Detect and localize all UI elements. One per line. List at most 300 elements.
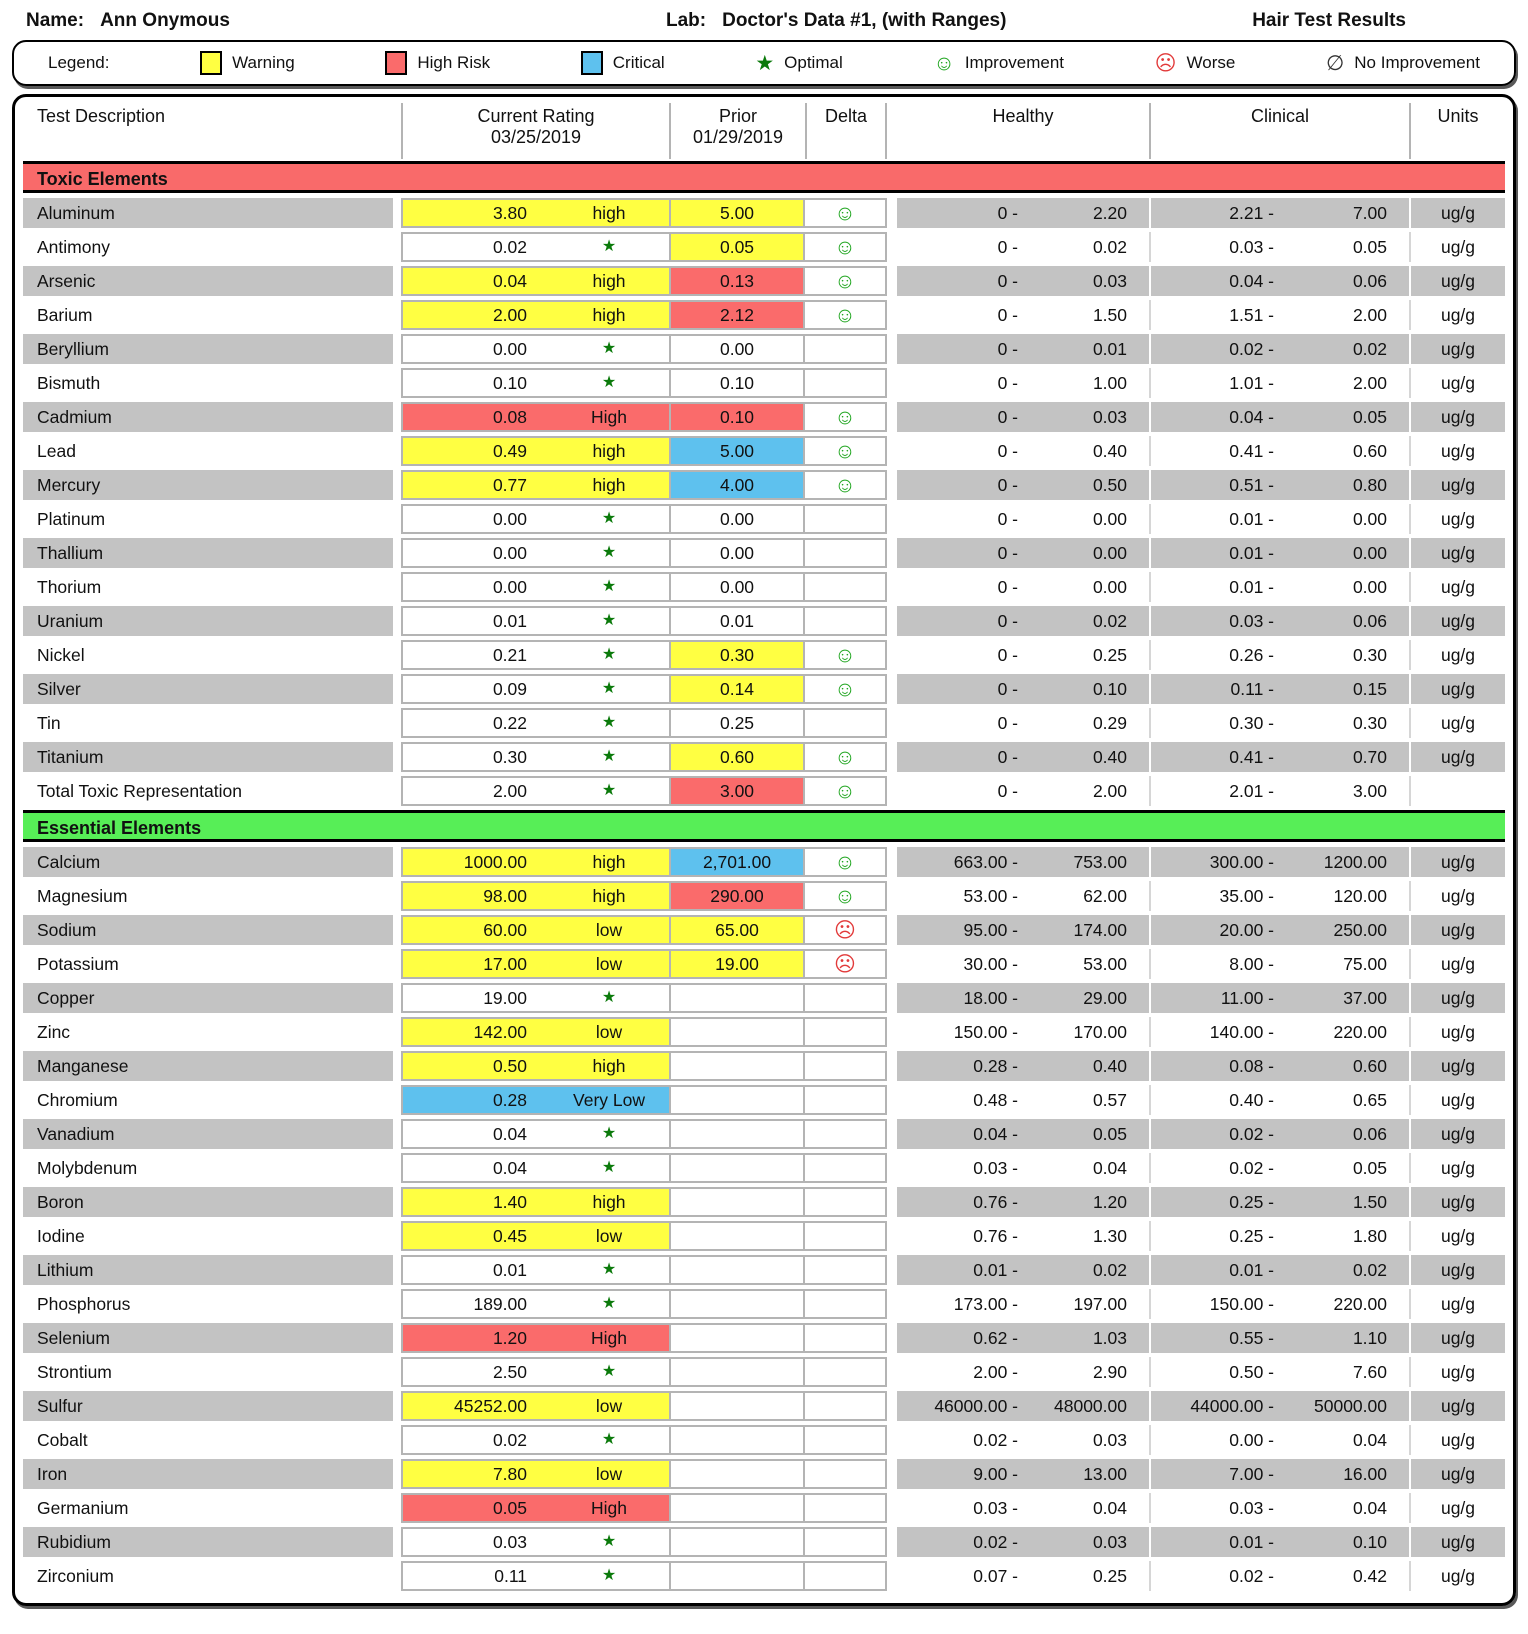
current-flag-cell	[549, 1425, 669, 1455]
healthy-high-cell: 13.00	[1023, 1459, 1149, 1489]
healthy-high-cell: 48000.00	[1023, 1391, 1149, 1421]
optimal-star-icon: ★	[601, 646, 617, 663]
healthy-low-cell: 0 -	[897, 198, 1023, 228]
clinical-low-cell: 0.02 -	[1149, 1153, 1279, 1183]
current-flag-cell: high	[549, 470, 669, 500]
delta-cell	[805, 915, 887, 945]
current-flag-cell	[549, 742, 669, 772]
current-value-cell: 2.00	[401, 776, 549, 806]
test-name-cell: Manganese	[23, 1051, 393, 1081]
clinical-high-cell: 0.60	[1279, 1051, 1409, 1081]
units-cell: ug/g	[1409, 1119, 1505, 1149]
current-value-cell: 0.11	[401, 1561, 549, 1591]
row-gap	[393, 1459, 401, 1489]
units-cell: ug/g	[1409, 1323, 1505, 1353]
prior-value-cell: 0.25	[669, 708, 805, 738]
current-flag-cell: low	[549, 1017, 669, 1047]
delta-cell	[805, 470, 887, 500]
current-value-cell: 2.00	[401, 300, 549, 330]
healthy-high-cell: 0.40	[1023, 1051, 1149, 1081]
row-gap	[887, 1221, 897, 1251]
clinical-low-cell: 0.02 -	[1149, 1119, 1279, 1149]
improvement-smiley-icon: ☺	[834, 473, 856, 497]
table-row	[23, 504, 1505, 534]
healthy-high-cell: 1.03	[1023, 1323, 1149, 1353]
table-row	[23, 1085, 1505, 1115]
test-name-cell: Barium	[23, 300, 393, 330]
current-flag-cell: low	[549, 1391, 669, 1421]
test-name-cell: Mercury	[23, 470, 393, 500]
current-value-cell: 0.77	[401, 470, 549, 500]
current-value-cell: 0.00	[401, 504, 549, 534]
table-row	[23, 538, 1505, 568]
optimal-star-icon: ★	[601, 578, 617, 595]
row-gap	[887, 1051, 897, 1081]
clinical-high-cell: 0.06	[1279, 266, 1409, 296]
healthy-low-cell: 0 -	[897, 538, 1023, 568]
row-gap	[393, 1085, 401, 1115]
row-gap	[887, 847, 897, 877]
row-gap	[887, 198, 897, 228]
units-cell: ug/g	[1409, 1425, 1505, 1455]
prior-value-cell	[669, 1153, 805, 1183]
legend-item-label: Critical	[612, 53, 665, 72]
healthy-high-cell: 1.20	[1023, 1187, 1149, 1217]
clinical-low-cell: 35.00 -	[1149, 881, 1279, 911]
delta-cell	[805, 1391, 887, 1421]
optimal-icon: ★	[755, 51, 775, 75]
section-header: Toxic Elements	[23, 161, 1505, 193]
test-name-cell: Sulfur	[23, 1391, 393, 1421]
current-value-cell: 0.01	[401, 1255, 549, 1285]
delta-cell	[805, 198, 887, 228]
row-gap	[393, 300, 401, 330]
healthy-high-cell: 0.00	[1023, 538, 1149, 568]
clinical-high-cell: 1.10	[1279, 1323, 1409, 1353]
prior-value-cell: 0.13	[669, 266, 805, 296]
healthy-low-cell: 0 -	[897, 334, 1023, 364]
clinical-low-cell: 0.30 -	[1149, 708, 1279, 738]
prior-value-cell	[669, 1391, 805, 1421]
healthy-low-cell: 0.03 -	[897, 1493, 1023, 1523]
test-name-cell: Potassium	[23, 949, 393, 979]
clinical-low-cell: 0.01 -	[1149, 1527, 1279, 1557]
legend-item-label: Improvement	[964, 53, 1065, 72]
worse-frown-icon: ☹	[834, 918, 856, 942]
test-name-cell: Lead	[23, 436, 393, 466]
current-value-cell: 0.01	[401, 606, 549, 636]
units-cell: ug/g	[1409, 881, 1505, 911]
healthy-high-cell: 0.04	[1023, 1153, 1149, 1183]
delta-cell	[805, 1561, 887, 1591]
current-flag-cell	[549, 1255, 669, 1285]
table-body	[23, 161, 1505, 1591]
clinical-low-cell: 300.00 -	[1149, 847, 1279, 877]
prior-value-cell: 5.00	[669, 436, 805, 466]
units-cell: ug/g	[1409, 334, 1505, 364]
clinical-low-cell: 0.03 -	[1149, 1493, 1279, 1523]
prior-value-cell: 2,701.00	[669, 847, 805, 877]
legend-item-warning	[200, 51, 295, 75]
col-clinical	[1149, 103, 1409, 159]
clinical-high-cell: 250.00	[1279, 915, 1409, 945]
table-row	[23, 300, 1505, 330]
improvement-smiley-icon: ☺	[834, 303, 856, 327]
units-cell: ug/g	[1409, 708, 1505, 738]
clinical-low-cell: 150.00 -	[1149, 1289, 1279, 1319]
prior-value-cell	[669, 1323, 805, 1353]
legend-item-improvement	[933, 53, 1064, 74]
units-cell: ug/g	[1409, 1221, 1505, 1251]
prior-value-cell: 0.00	[669, 538, 805, 568]
clinical-high-cell: 0.05	[1279, 1153, 1409, 1183]
row-gap	[887, 334, 897, 364]
current-value-cell: 98.00	[401, 881, 549, 911]
optimal-star-icon: ★	[601, 1567, 617, 1584]
current-flag-cell: Very Low	[549, 1085, 669, 1115]
current-value-cell: 0.08	[401, 402, 549, 432]
row-gap	[887, 915, 897, 945]
delta-cell	[805, 776, 887, 806]
lab-label: Lab:	[666, 10, 707, 31]
row-gap	[393, 915, 401, 945]
current-value-cell: 0.09	[401, 674, 549, 704]
prior-value-cell	[669, 1187, 805, 1217]
page-title: Hair Test Results	[1252, 10, 1406, 31]
table-row	[23, 1323, 1505, 1353]
current-value-cell: 0.03	[401, 1527, 549, 1557]
healthy-high-cell: 0.03	[1023, 402, 1149, 432]
test-name-cell: Silver	[23, 674, 393, 704]
row-gap	[887, 742, 897, 772]
delta-cell	[805, 1357, 887, 1387]
current-value-cell: 0.02	[401, 232, 549, 262]
current-value-cell: 0.00	[401, 334, 549, 364]
healthy-high-cell: 0.50	[1023, 470, 1149, 500]
test-name-cell: Titanium	[23, 742, 393, 772]
current-value-cell: 17.00	[401, 949, 549, 979]
legend-swatch-warning-icon	[200, 51, 222, 75]
healthy-high-cell: 0.05	[1023, 1119, 1149, 1149]
row-gap	[887, 1323, 897, 1353]
current-flag-cell: High	[549, 1323, 669, 1353]
delta-cell	[805, 847, 887, 877]
clinical-high-cell: 1.80	[1279, 1221, 1409, 1251]
prior-value-cell: 0.60	[669, 742, 805, 772]
delta-cell	[805, 1425, 887, 1455]
current-flag-cell: high	[549, 300, 669, 330]
prior-value-cell: 0.10	[669, 368, 805, 398]
row-gap	[887, 1289, 897, 1319]
improvement-icon: ☺	[933, 51, 955, 75]
table-row	[23, 368, 1505, 398]
table-row	[23, 1153, 1505, 1183]
clinical-high-cell: 220.00	[1279, 1017, 1409, 1047]
table-row	[23, 742, 1505, 772]
row-gap	[887, 402, 897, 432]
table-header	[23, 103, 1505, 159]
table-row	[23, 949, 1505, 979]
healthy-high-cell: 1.50	[1023, 300, 1149, 330]
row-gap	[887, 1017, 897, 1047]
delta-cell	[805, 1153, 887, 1183]
current-value-cell: 0.21	[401, 640, 549, 670]
healthy-high-cell: 62.00	[1023, 881, 1149, 911]
clinical-low-cell: 0.04 -	[1149, 266, 1279, 296]
table-row	[23, 1425, 1505, 1455]
delta-cell	[805, 640, 887, 670]
clinical-low-cell: 0.04 -	[1149, 402, 1279, 432]
prior-value-cell: 19.00	[669, 949, 805, 979]
prior-value-cell: 3.00	[669, 776, 805, 806]
healthy-low-cell: 0 -	[897, 776, 1023, 806]
units-cell: ug/g	[1409, 1561, 1505, 1591]
clinical-high-cell: 0.06	[1279, 1119, 1409, 1149]
healthy-low-cell: 0 -	[897, 300, 1023, 330]
units-cell: ug/g	[1409, 368, 1505, 398]
row-gap	[887, 1561, 897, 1591]
current-value-cell: 0.28	[401, 1085, 549, 1115]
row-gap	[393, 1323, 401, 1353]
healthy-low-cell: 0.04 -	[897, 1119, 1023, 1149]
healthy-low-cell: 95.00 -	[897, 915, 1023, 945]
clinical-high-cell: 16.00	[1279, 1459, 1409, 1489]
healthy-low-cell: 0.48 -	[897, 1085, 1023, 1115]
improvement-smiley-icon: ☺	[834, 850, 856, 874]
optimal-star-icon: ★	[601, 1159, 617, 1176]
units-cell: ug/g	[1409, 1493, 1505, 1523]
table-row	[23, 1527, 1505, 1557]
clinical-low-cell: 0.11 -	[1149, 674, 1279, 704]
healthy-high-cell: 753.00	[1023, 847, 1149, 877]
test-name-cell: Sodium	[23, 915, 393, 945]
row-gap	[393, 436, 401, 466]
clinical-high-cell: 0.10	[1279, 1527, 1409, 1557]
healthy-high-cell: 0.40	[1023, 436, 1149, 466]
improvement-smiley-icon: ☺	[834, 405, 856, 429]
prior-value-cell: 5.00	[669, 198, 805, 228]
clinical-high-cell: 0.05	[1279, 402, 1409, 432]
row-gap	[393, 368, 401, 398]
current-value-cell: 0.05	[401, 1493, 549, 1523]
prior-value-cell	[669, 1459, 805, 1489]
table-row	[23, 606, 1505, 636]
prior-value-cell: 0.00	[669, 504, 805, 534]
test-name-cell: Vanadium	[23, 1119, 393, 1149]
delta-cell	[805, 1017, 887, 1047]
current-value-cell: 0.02	[401, 1425, 549, 1455]
current-flag-cell	[549, 674, 669, 704]
col-units-label: Units	[1437, 106, 1479, 126]
healthy-low-cell: 0 -	[897, 504, 1023, 534]
table-row	[23, 1187, 1505, 1217]
current-flag-cell: High	[549, 1493, 669, 1523]
row-gap	[887, 1527, 897, 1557]
test-name-cell: Aluminum	[23, 198, 393, 228]
worse-frown-icon: ☹	[834, 952, 856, 976]
clinical-low-cell: 0.01 -	[1149, 572, 1279, 602]
optimal-star-icon: ★	[601, 1261, 617, 1278]
clinical-low-cell: 0.01 -	[1149, 504, 1279, 534]
row-gap	[393, 708, 401, 738]
col-current-date: 03/25/2019	[490, 127, 582, 147]
test-name-cell: Antimony	[23, 232, 393, 262]
healthy-high-cell: 0.00	[1023, 572, 1149, 602]
healthy-low-cell: 0.02 -	[897, 1527, 1023, 1557]
section-header: Essential Elements	[23, 810, 1505, 842]
optimal-star-icon: ★	[601, 1431, 617, 1448]
current-value-cell: 0.00	[401, 538, 549, 568]
current-flag-cell	[549, 232, 669, 262]
row-gap	[887, 368, 897, 398]
prior-value-cell	[669, 1051, 805, 1081]
current-flag-cell: high	[549, 436, 669, 466]
delta-cell	[805, 538, 887, 568]
healthy-high-cell: 53.00	[1023, 949, 1149, 979]
clinical-low-cell: 0.41 -	[1149, 742, 1279, 772]
units-cell: ug/g	[1409, 300, 1505, 330]
test-name-cell: Strontium	[23, 1357, 393, 1387]
delta-cell	[805, 1187, 887, 1217]
test-name-cell: Arsenic	[23, 266, 393, 296]
clinical-high-cell: 37.00	[1279, 983, 1409, 1013]
units-cell: ug/g	[1409, 402, 1505, 432]
table-row	[23, 232, 1505, 262]
healthy-high-cell: 0.03	[1023, 266, 1149, 296]
row-gap	[393, 1255, 401, 1285]
units-cell: ug/g	[1409, 232, 1505, 262]
optimal-star-icon: ★	[601, 782, 617, 799]
delta-cell	[805, 402, 887, 432]
prior-value-cell	[669, 1085, 805, 1115]
row-gap	[393, 198, 401, 228]
units-cell: ug/g	[1409, 1459, 1505, 1489]
current-flag-cell	[549, 1357, 669, 1387]
delta-cell	[805, 674, 887, 704]
improvement-smiley-icon: ☺	[834, 745, 856, 769]
clinical-low-cell: 0.51 -	[1149, 470, 1279, 500]
optimal-star-icon: ★	[601, 612, 617, 629]
row-gap	[887, 1153, 897, 1183]
test-name-cell: Iodine	[23, 1221, 393, 1251]
prior-value-cell: 0.01	[669, 606, 805, 636]
healthy-high-cell: 0.02	[1023, 232, 1149, 262]
optimal-star-icon: ★	[601, 544, 617, 561]
test-name-cell: Total Toxic Representation	[23, 776, 393, 806]
current-flag-cell: high	[549, 1187, 669, 1217]
clinical-low-cell: 0.02 -	[1149, 1561, 1279, 1591]
table-row	[23, 1289, 1505, 1319]
clinical-high-cell: 50000.00	[1279, 1391, 1409, 1421]
test-name-cell: Cobalt	[23, 1425, 393, 1455]
delta-cell	[805, 1221, 887, 1251]
optimal-star-icon: ★	[601, 989, 617, 1006]
current-flag-cell: high	[549, 881, 669, 911]
clinical-low-cell: 0.41 -	[1149, 436, 1279, 466]
delta-cell	[805, 1289, 887, 1319]
healthy-high-cell: 0.00	[1023, 504, 1149, 534]
row-gap	[393, 1527, 401, 1557]
clinical-low-cell: 0.26 -	[1149, 640, 1279, 670]
prior-value-cell	[669, 1221, 805, 1251]
prior-value-cell: 2.12	[669, 300, 805, 330]
row-gap	[393, 1119, 401, 1149]
current-value-cell: 0.22	[401, 708, 549, 738]
delta-cell	[805, 708, 887, 738]
prior-value-cell	[669, 1527, 805, 1557]
units-cell: ug/g	[1409, 538, 1505, 568]
row-gap	[393, 1391, 401, 1421]
healthy-low-cell: 0 -	[897, 606, 1023, 636]
col-healthy-label: Healthy	[992, 106, 1054, 126]
row-gap	[393, 266, 401, 296]
row-gap	[887, 232, 897, 262]
test-name-cell: Bismuth	[23, 368, 393, 398]
col-prior	[669, 103, 805, 159]
healthy-high-cell: 0.29	[1023, 708, 1149, 738]
current-value-cell: 0.49	[401, 436, 549, 466]
clinical-high-cell: 0.30	[1279, 708, 1409, 738]
healthy-low-cell: 0.28 -	[897, 1051, 1023, 1081]
row-gap	[393, 470, 401, 500]
lab-name: Doctor's Data #1, (with Ranges)	[722, 10, 1007, 31]
row-gap	[887, 436, 897, 466]
healthy-low-cell: 0 -	[897, 232, 1023, 262]
row-gap	[393, 1425, 401, 1455]
row-gap	[393, 983, 401, 1013]
table-row	[23, 198, 1505, 228]
healthy-low-cell: 0.62 -	[897, 1323, 1023, 1353]
healthy-low-cell: 30.00 -	[897, 949, 1023, 979]
clinical-high-cell: 0.15	[1279, 674, 1409, 704]
current-flag-cell	[549, 776, 669, 806]
clinical-high-cell: 0.00	[1279, 504, 1409, 534]
clinical-high-cell: 0.65	[1279, 1085, 1409, 1115]
healthy-high-cell: 29.00	[1023, 983, 1149, 1013]
col-prior-label: Prior	[718, 106, 757, 126]
table-row	[23, 640, 1505, 670]
prior-value-cell	[669, 1017, 805, 1047]
row-gap	[887, 1187, 897, 1217]
delta-cell	[805, 368, 887, 398]
healthy-low-cell: 0 -	[897, 742, 1023, 772]
table-row	[23, 334, 1505, 364]
healthy-low-cell: 0 -	[897, 640, 1023, 670]
row-gap	[887, 1459, 897, 1489]
prior-value-cell	[669, 983, 805, 1013]
clinical-high-cell: 0.00	[1279, 572, 1409, 602]
col-healthy	[897, 103, 1149, 159]
optimal-star-icon: ★	[601, 748, 617, 765]
healthy-high-cell: 170.00	[1023, 1017, 1149, 1047]
delta-cell	[805, 983, 887, 1013]
clinical-high-cell: 1.50	[1279, 1187, 1409, 1217]
units-cell: ug/g	[1409, 983, 1505, 1013]
test-name-cell: Thallium	[23, 538, 393, 568]
clinical-high-cell: 0.00	[1279, 538, 1409, 568]
healthy-high-cell: 0.02	[1023, 606, 1149, 636]
healthy-low-cell: 0 -	[897, 402, 1023, 432]
delta-cell	[805, 334, 887, 364]
clinical-low-cell: 0.25 -	[1149, 1187, 1279, 1217]
healthy-high-cell: 1.30	[1023, 1221, 1149, 1251]
clinical-low-cell: 1.01 -	[1149, 368, 1279, 398]
row-gap	[887, 1085, 897, 1115]
test-name-cell: Molybdenum	[23, 1153, 393, 1183]
units-cell: ug/g	[1409, 1085, 1505, 1115]
units-cell: ug/g	[1409, 915, 1505, 945]
legend-item-worse	[1155, 53, 1236, 74]
